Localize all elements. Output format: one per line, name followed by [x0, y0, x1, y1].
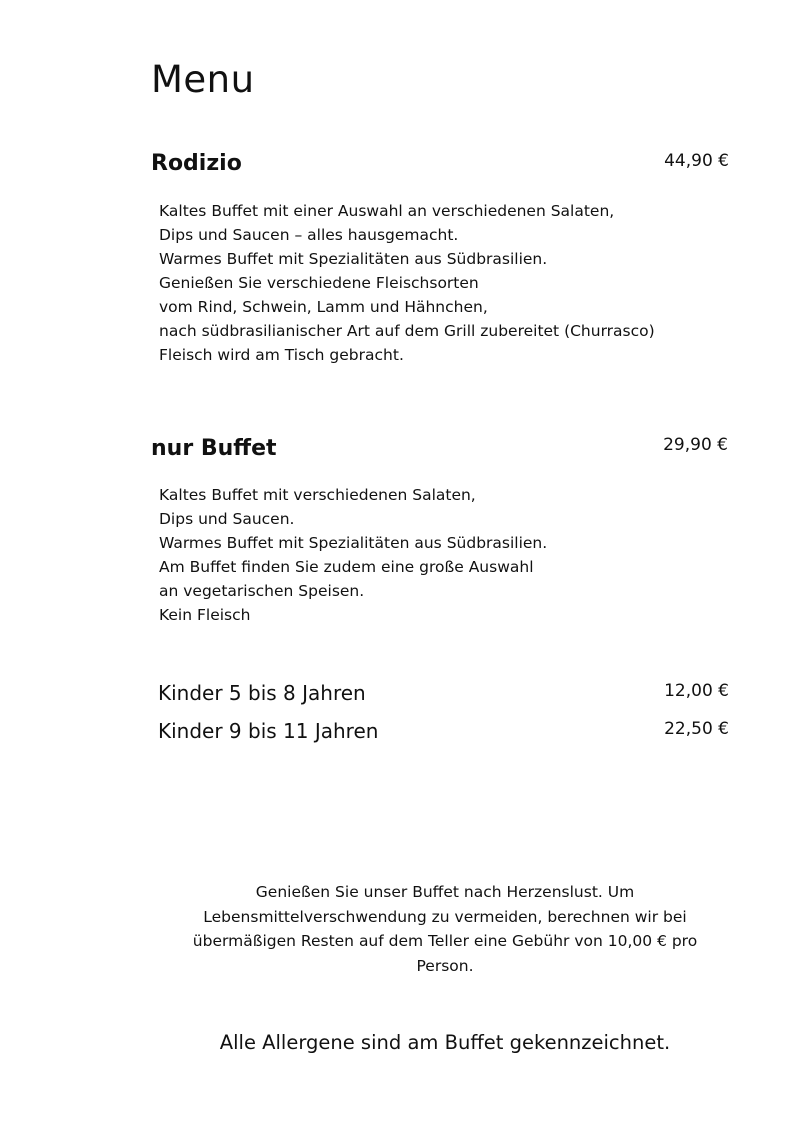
description-line: Warmes Buffet mit Spezialitäten aus Südbrasilien.	[159, 534, 548, 552]
kids-age-label: Kinder 5 bis 8 Jahren	[158, 681, 366, 705]
kids-age-label: Kinder 9 bis 11 Jahren	[158, 719, 379, 743]
description-line: Genießen Sie verschiedene Fleischsorten	[159, 274, 479, 292]
item-name-rodizio: Rodizio	[151, 151, 242, 176]
kids-price: 12,00 €	[664, 681, 729, 701]
description-line: Dips und Saucen – alles hausgemacht.	[159, 226, 459, 244]
description-line: Kaltes Buffet mit verschiedenen Salaten,	[159, 486, 476, 504]
kids-price: 22,50 €	[664, 719, 729, 739]
page-title: Menu	[151, 58, 255, 101]
item-name-buffet: nur Buffet	[151, 436, 277, 461]
description-line: Fleisch wird am Tisch gebracht.	[159, 346, 404, 364]
food-waste-notice: Genießen Sie unser Buffet nach Herzenslust. Um Lebensmittelverschwendung zu vermeiden, berechnen wir bei übermäßigen Resten auf dem Teller eine Gebühr von 10,00 € pro Person.	[192, 883, 698, 975]
description-line: nach südbrasilianischer Art auf dem Grill zubereitet (Churrasco)	[159, 322, 655, 340]
description-line: Warmes Buffet mit Spezialitäten aus Südbrasilien.	[159, 250, 548, 268]
item-description-buffet	[159, 483, 547, 627]
description-line: Kein Fleisch	[159, 606, 251, 624]
allergen-notice: Alle Allergene sind am Buffet gekennzeichnet.	[219, 1031, 671, 1054]
description-line: vom Rind, Schwein, Lamm und Hähnchen,	[159, 298, 488, 316]
description-line: Dips und Saucen.	[159, 510, 295, 528]
description-line: Am Buffet finden Sie zudem eine große Auswahl	[159, 558, 534, 576]
description-line: Kaltes Buffet mit einer Auswahl an verschiedenen Salaten,	[159, 202, 615, 220]
item-description-rodizio	[159, 199, 655, 367]
description-line: an vegetarischen Speisen.	[159, 582, 365, 600]
item-price-rodizio: 44,90 €	[664, 151, 729, 171]
item-price-buffet: 29,90 €	[663, 435, 728, 455]
